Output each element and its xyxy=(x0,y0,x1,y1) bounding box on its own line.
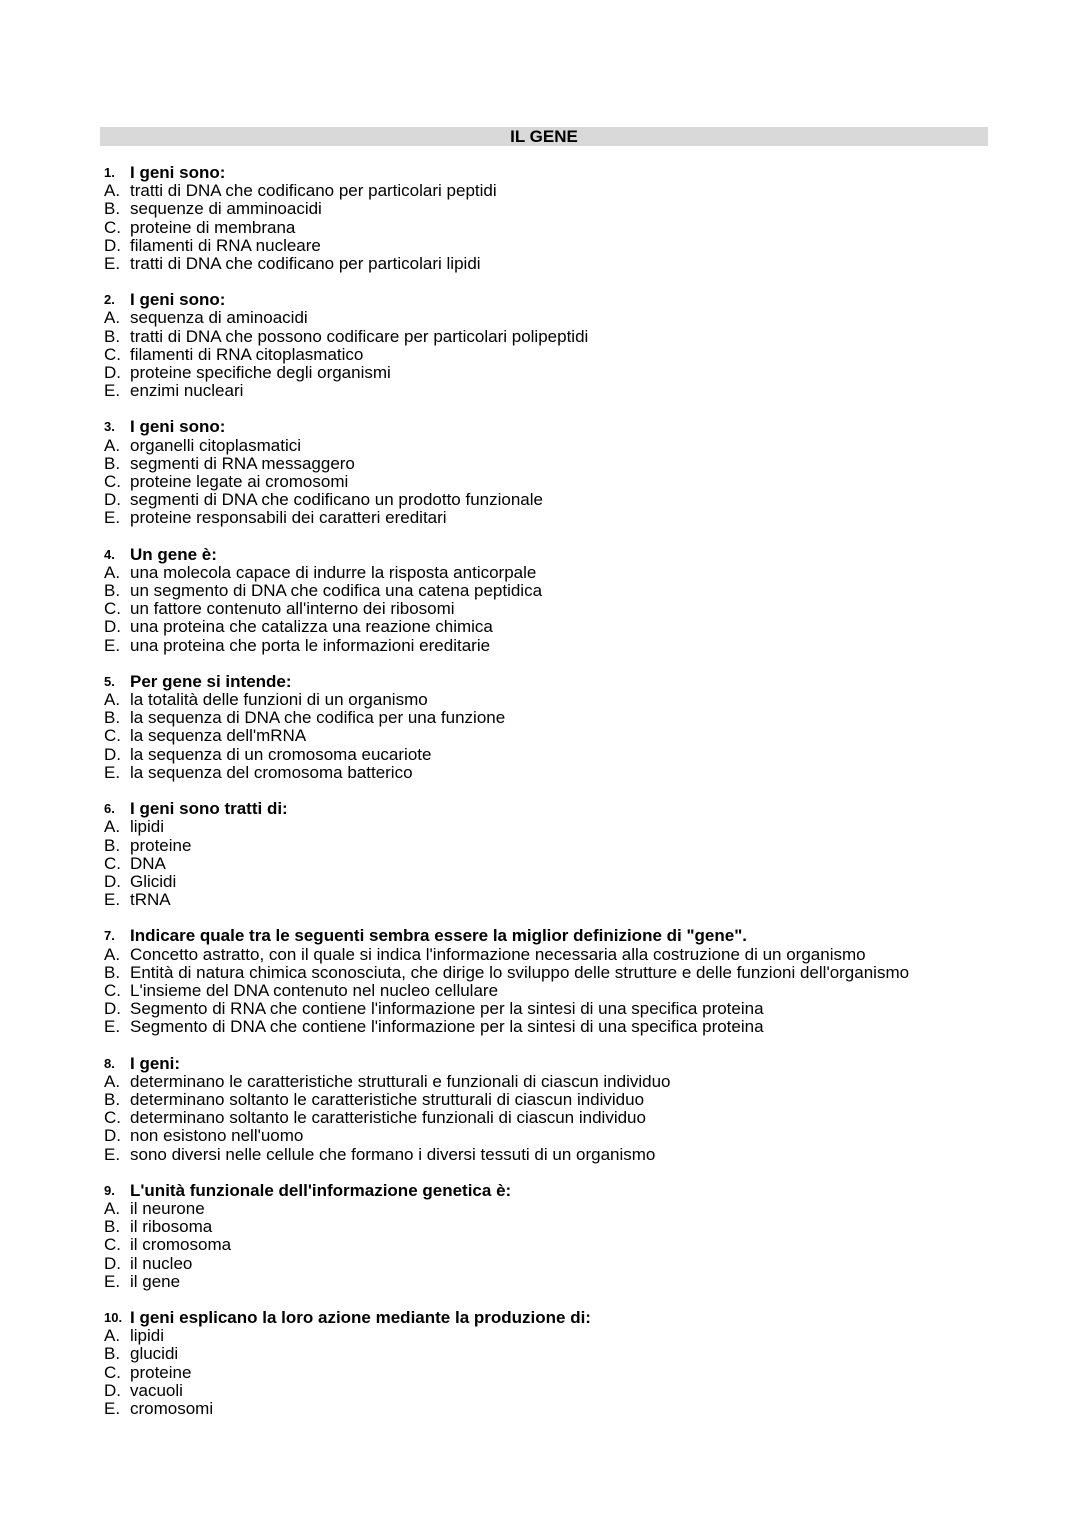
question-text: I geni sono: xyxy=(130,417,226,437)
option-letter: E. xyxy=(104,508,121,528)
option-text: tratti di DNA che codificano per particolari peptidi xyxy=(130,181,497,201)
question-number: 10. xyxy=(104,1309,123,1325)
answer-option xyxy=(104,1273,1004,1291)
answer-option xyxy=(104,1091,1004,1109)
question-4 xyxy=(104,546,1004,655)
answer-options xyxy=(104,946,1004,1037)
answer-options xyxy=(104,818,1004,909)
question-text: I geni esplicano la loro azione mediante la produzione di: xyxy=(130,1307,591,1327)
answer-option xyxy=(104,1255,1004,1273)
option-text: proteine xyxy=(130,1362,192,1382)
option-text: la sequenza di un cromosoma eucariote xyxy=(130,744,432,764)
option-text: tratti di DNA che possono codificare per particolari polipeptidi xyxy=(130,326,589,346)
answer-option xyxy=(104,873,1004,891)
answer-option xyxy=(104,1364,1004,1382)
answer-options xyxy=(104,691,1004,782)
question-header xyxy=(104,1309,1004,1327)
answer-option xyxy=(104,727,1004,745)
option-text: glucidi xyxy=(130,1344,179,1364)
option-text: la totalità delle funzioni di un organismo xyxy=(130,690,428,710)
question-number: 6. xyxy=(104,801,115,817)
option-text: non esistono nell'uomo xyxy=(130,1126,304,1146)
answer-option xyxy=(104,891,1004,909)
page-title: IL GENE xyxy=(100,127,988,146)
option-text: sono diversi nelle cellule che formano i diversi tessuti di un organismo xyxy=(130,1144,656,1164)
answer-option xyxy=(104,200,1004,218)
option-text: segmenti di RNA messaggero xyxy=(130,453,355,473)
option-text: tratti di DNA che codificano per particolari lipidi xyxy=(130,254,481,274)
question-list xyxy=(104,164,1004,1436)
option-letter: D. xyxy=(104,1253,121,1273)
option-letter: B. xyxy=(104,581,121,601)
answer-options xyxy=(104,1200,1004,1291)
question-text: Indicare quale tra le seguenti sembra essere la miglior definizione di "gene". xyxy=(130,926,747,946)
answer-option xyxy=(104,237,1004,255)
option-letter: B. xyxy=(104,453,121,473)
option-text: il nucleo xyxy=(130,1253,193,1273)
answer-option xyxy=(104,837,1004,855)
option-text: proteine di membrana xyxy=(130,217,296,237)
answer-option xyxy=(104,691,1004,709)
answer-option xyxy=(104,1073,1004,1091)
option-text: cromosomi xyxy=(130,1398,214,1418)
question-header xyxy=(104,1182,1004,1200)
question-text: I geni sono tratti di: xyxy=(130,799,288,819)
option-letter: D. xyxy=(104,617,121,637)
option-letter: B. xyxy=(104,708,121,728)
question-number: 5. xyxy=(104,673,115,689)
answer-option xyxy=(104,437,1004,455)
question-3 xyxy=(104,418,1004,527)
option-text: Entità di natura chimica sconosciuta, che dirige lo sviluppo delle strutture e delle funzioni dell'organismo xyxy=(130,962,910,982)
answer-option xyxy=(104,618,1004,636)
option-letter: A. xyxy=(104,690,121,710)
question-10 xyxy=(104,1309,1004,1418)
answer-option xyxy=(104,1000,1004,1018)
option-letter: B. xyxy=(104,326,121,346)
option-letter: C. xyxy=(104,1235,121,1255)
option-letter: B. xyxy=(104,1217,121,1237)
answer-options xyxy=(104,564,1004,655)
answer-option xyxy=(104,473,1004,491)
option-letter: C. xyxy=(104,599,121,619)
option-text: Segmento di RNA che contiene l'informazione per la sintesi di una specifica proteina xyxy=(130,999,764,1019)
answer-option xyxy=(104,855,1004,873)
option-text: segmenti di DNA che codificano un prodotto funzionale xyxy=(130,490,543,510)
answer-option xyxy=(104,764,1004,782)
question-number: 4. xyxy=(104,546,115,562)
option-letter: B. xyxy=(104,1089,121,1109)
option-letter: D. xyxy=(104,490,121,510)
option-text: proteine legate ai cromosomi xyxy=(130,472,349,492)
option-letter: B. xyxy=(104,835,121,855)
answer-option xyxy=(104,582,1004,600)
question-text: L'unità funzionale dell'informazione genetica è: xyxy=(130,1180,512,1200)
option-letter: D. xyxy=(104,1126,121,1146)
answer-option xyxy=(104,746,1004,764)
answer-option xyxy=(104,637,1004,655)
question-number: 8. xyxy=(104,1055,115,1071)
answer-option xyxy=(104,182,1004,200)
option-text: lipidi xyxy=(130,1326,165,1346)
answer-options xyxy=(104,1327,1004,1418)
option-text: proteine xyxy=(130,835,192,855)
option-text: lipidi xyxy=(130,817,165,837)
option-text: il cromosoma xyxy=(130,1235,232,1255)
answer-option xyxy=(104,1109,1004,1127)
question-header xyxy=(104,546,1004,564)
question-5 xyxy=(104,673,1004,782)
answer-options xyxy=(104,182,1004,273)
option-letter: B. xyxy=(104,199,121,219)
answer-option xyxy=(104,1018,1004,1036)
question-header xyxy=(104,1055,1004,1073)
option-letter: E. xyxy=(104,254,121,274)
option-text: organelli citoplasmatici xyxy=(130,435,302,455)
answer-option xyxy=(104,346,1004,364)
answer-option xyxy=(104,1146,1004,1164)
option-letter: E. xyxy=(104,1144,121,1164)
option-letter: C. xyxy=(104,853,121,873)
answer-option xyxy=(104,255,1004,273)
option-letter: B. xyxy=(104,962,121,982)
option-letter: E. xyxy=(104,635,121,655)
option-text: sequenza di aminoacidi xyxy=(130,308,308,328)
question-number: 3. xyxy=(104,419,115,435)
answer-option xyxy=(104,509,1004,527)
question-1 xyxy=(104,164,1004,273)
option-text: sequenze di amminoacidi xyxy=(130,199,322,219)
question-text: Un gene è: xyxy=(130,544,217,564)
option-letter: B. xyxy=(104,1344,121,1364)
option-letter: E. xyxy=(104,381,121,401)
option-letter: C. xyxy=(104,1108,121,1128)
question-number: 1. xyxy=(104,165,115,180)
option-text: DNA xyxy=(130,853,166,873)
option-text: determinano le caratteristiche strutturali e funzionali di ciascun individuo xyxy=(130,1071,671,1091)
option-text: una proteina che catalizza una reazione chimica xyxy=(130,617,493,637)
option-text: la sequenza di DNA che codifica per una funzione xyxy=(130,708,506,728)
answer-option xyxy=(104,1327,1004,1345)
option-letter: C. xyxy=(104,726,121,746)
answer-option xyxy=(104,1382,1004,1400)
option-letter: A. xyxy=(104,1198,121,1218)
answer-option xyxy=(104,455,1004,473)
option-letter: C. xyxy=(104,1362,121,1382)
option-letter: A. xyxy=(104,562,121,582)
option-letter: C. xyxy=(104,980,121,1000)
option-text: filamenti di RNA citoplasmatico xyxy=(130,344,364,364)
option-letter: A. xyxy=(104,181,121,201)
option-letter: E. xyxy=(104,1271,121,1291)
option-letter: A. xyxy=(104,817,121,837)
option-letter: A. xyxy=(104,1071,121,1091)
option-text: Glicidi xyxy=(130,871,177,891)
answer-option xyxy=(104,309,1004,327)
answer-option xyxy=(104,600,1004,618)
option-text: enzimi nucleari xyxy=(130,381,244,401)
option-letter: D. xyxy=(104,363,121,383)
question-header xyxy=(104,927,1004,945)
option-text: una molecola capace di indurre la risposta anticorpale xyxy=(130,562,537,582)
option-text: vacuoli xyxy=(130,1380,183,1400)
option-text: un segmento di DNA che codifica una catena peptidica xyxy=(130,581,543,601)
option-letter: C. xyxy=(104,217,121,237)
option-letter: D. xyxy=(104,235,121,255)
option-text: proteine specifiche degli organismi xyxy=(130,363,391,383)
question-text: I geni: xyxy=(130,1053,181,1073)
option-letter: D. xyxy=(104,999,121,1019)
option-letter: A. xyxy=(104,435,121,455)
option-letter: C. xyxy=(104,344,121,364)
option-letter: E. xyxy=(104,762,121,782)
question-9 xyxy=(104,1182,1004,1291)
option-text: determinano soltanto le caratteristiche strutturali di ciascun individuo xyxy=(130,1089,645,1109)
option-letter: C. xyxy=(104,472,121,492)
answer-options xyxy=(104,437,1004,528)
option-letter: E. xyxy=(104,1017,121,1037)
answer-option xyxy=(104,382,1004,400)
answer-option xyxy=(104,982,1004,1000)
question-text: I geni sono: xyxy=(130,290,226,310)
answer-option xyxy=(104,491,1004,509)
question-8 xyxy=(104,1055,1004,1164)
answer-option xyxy=(104,1345,1004,1363)
question-6 xyxy=(104,800,1004,909)
answer-option xyxy=(104,1400,1004,1418)
answer-option xyxy=(104,219,1004,237)
option-letter: D. xyxy=(104,871,121,891)
option-letter: A. xyxy=(104,1326,121,1346)
option-text: proteine responsabili dei caratteri ereditari xyxy=(130,508,447,528)
question-header xyxy=(104,164,1004,182)
question-number: 7. xyxy=(104,928,115,944)
answer-option xyxy=(104,1127,1004,1145)
option-text: il gene xyxy=(130,1271,181,1291)
answer-option xyxy=(104,946,1004,964)
answer-option xyxy=(104,564,1004,582)
answer-option xyxy=(104,1236,1004,1254)
option-letter: A. xyxy=(104,944,121,964)
answer-option xyxy=(104,818,1004,836)
option-text: tRNA xyxy=(130,890,171,910)
answer-option xyxy=(104,964,1004,982)
answer-options xyxy=(104,309,1004,400)
answer-option xyxy=(104,1218,1004,1236)
question-2 xyxy=(104,291,1004,400)
option-text: L'insieme del DNA contenuto nel nucleo cellulare xyxy=(130,980,499,1000)
answer-options xyxy=(104,1073,1004,1164)
option-letter: E. xyxy=(104,890,121,910)
option-text: determinano soltanto le caratteristiche funzionali di ciascun individuo xyxy=(130,1108,646,1128)
question-header xyxy=(104,418,1004,436)
answer-option xyxy=(104,328,1004,346)
question-text: I geni sono: xyxy=(130,163,226,182)
option-text: un fattore contenuto all'interno dei ribosomi xyxy=(130,599,455,619)
question-header xyxy=(104,291,1004,309)
question-header xyxy=(104,800,1004,818)
option-text: il neurone xyxy=(130,1198,205,1218)
option-text: il ribosoma xyxy=(130,1217,213,1237)
question-number: 2. xyxy=(104,292,115,308)
option-text: la sequenza del cromosoma batterico xyxy=(130,762,413,782)
answer-option xyxy=(104,1200,1004,1218)
option-letter: E. xyxy=(104,1398,121,1418)
option-letter: D. xyxy=(104,1380,121,1400)
option-letter: D. xyxy=(104,744,121,764)
option-letter: A. xyxy=(104,308,121,328)
option-text: Concetto astratto, con il quale si indica l'informazione necessaria alla costruzione di un organismo xyxy=(130,944,866,964)
question-number: 9. xyxy=(104,1182,115,1198)
question-header xyxy=(104,673,1004,691)
option-text: Segmento di DNA che contiene l'informazione per la sintesi di una specifica proteina xyxy=(130,1017,764,1037)
answer-option xyxy=(104,364,1004,382)
answer-option xyxy=(104,709,1004,727)
question-text: Per gene si intende: xyxy=(130,671,292,691)
option-text: la sequenza dell'mRNA xyxy=(130,726,307,746)
option-text: filamenti di RNA nucleare xyxy=(130,235,321,255)
question-7 xyxy=(104,927,1004,1036)
option-text: una proteina che porta le informazioni ereditarie xyxy=(130,635,491,655)
